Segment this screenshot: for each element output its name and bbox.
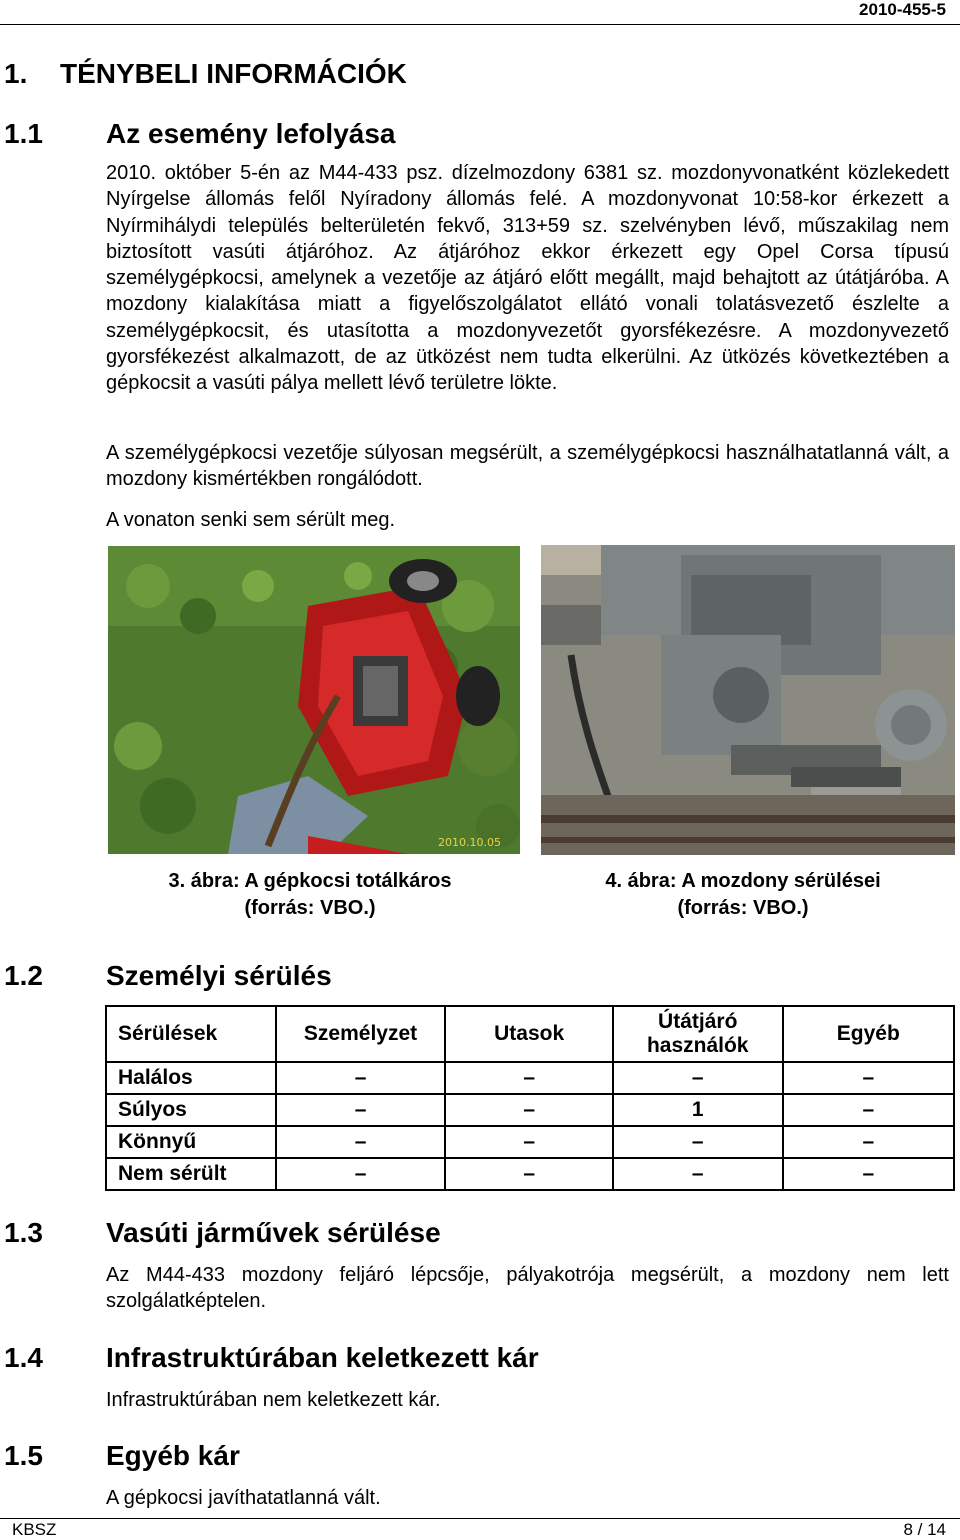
photo-date-stamp: 2010.10.05: [438, 836, 501, 849]
table-cell: –: [276, 1158, 446, 1190]
table-row: [106, 1094, 954, 1126]
table-cell: –: [445, 1062, 612, 1094]
table-cell: –: [445, 1158, 612, 1190]
vehicle-damage-paragraph: Az M44-433 mozdony feljáró lépcsője, pályakotrója megsérült, a mozdony nem lett szolgálatképtelen.: [106, 1264, 949, 1313]
infrastructure-damage-paragraph: Infrastruktúrában nem keletkezett kár.: [106, 1389, 441, 1411]
table-cell: –: [445, 1094, 612, 1126]
table-cell: –: [445, 1126, 612, 1158]
car-wreck-photo: [108, 546, 520, 854]
table-cell: –: [613, 1126, 783, 1158]
table-cell: –: [613, 1062, 783, 1094]
figure-3-title: 3. ábra: A gépkocsi totálkáros: [168, 870, 452, 892]
locomotive-damage-photo: [541, 545, 955, 855]
event-description-paragraph: 2010. október 5-én az M44-433 psz. dízelmozdony 6381 sz. mozdonyvonatként közlekedett Nyírgelse állomás felől Nyíradony állomás felé. A mozdonyvonat 10:58-kor érkezett a Nyírmihálydi település belterületén fekvő, 313+59 sz. szelvényben lévő, műszakilag nem biztosított vasúti átjáróhoz. Az átjáróhoz ekkor érkezett egy Opel Corsa típusú személygépkocsi, amelynek a vezetője az átjáró előtt megállt, majd behajtott az útátjáróba. A mozdony kialakítása miatt a figyelőszolgálatot ellátó vonali tolatásvezető észlelte a személygépkocsit, és utasította a mozdonyvezetőt gyorsfékezésre. A mozdonyvezető gyorsfékezést alkalmazott, de az ütközést nem tudta elkerülni. Az ütközés következtében a gépkocsit a vasúti pálya mellett lévő területre lökte.: [106, 162, 949, 395]
table-row: [106, 1126, 954, 1158]
row-label: Halálos: [106, 1062, 276, 1094]
section-1-heading: [4, 58, 407, 90]
column-header: Személyzet: [276, 1006, 446, 1062]
table-cell: –: [276, 1062, 446, 1094]
column-header: Egyéb: [783, 1006, 954, 1062]
locomotive-image: [541, 545, 955, 855]
section-number: 1.5: [4, 1440, 43, 1471]
column-header: Sérülések: [106, 1006, 276, 1062]
row-label: Könnyű: [106, 1126, 276, 1158]
footer-rule: [0, 1518, 960, 1519]
car-wreck-image: [108, 546, 520, 854]
figure-3-caption: [120, 868, 500, 922]
figure-3-source: (forrás: VBO.): [244, 897, 376, 919]
section-title: Személyi sérülés: [106, 960, 332, 991]
section-number: 1.4: [4, 1342, 43, 1373]
section-number: 1.: [4, 58, 28, 89]
section-title: Infrastruktúrában keletkezett kár: [106, 1342, 539, 1373]
column-header: Útátjáró használók: [613, 1006, 783, 1062]
train-passengers-paragraph: A vonaton senki sem sérült meg.: [106, 509, 396, 531]
row-label: Súlyos: [106, 1094, 276, 1126]
figure-4-caption: [553, 868, 933, 922]
table-cell: –: [783, 1126, 954, 1158]
table-cell: –: [276, 1126, 446, 1158]
injury-table: [105, 1005, 955, 1191]
table-row: [106, 1062, 954, 1094]
page-number: 8 / 14: [903, 1520, 946, 1539]
footer-organization: KBSZ: [12, 1520, 57, 1539]
table-cell: –: [783, 1094, 954, 1126]
table-cell: –: [783, 1062, 954, 1094]
other-damage-paragraph: A gépkocsi javíthatatlanná vált.: [106, 1487, 381, 1509]
document-id: 2010-455-5: [859, 0, 946, 19]
section-title: Vasúti járművek sérülése: [106, 1217, 441, 1248]
table-cell: –: [613, 1158, 783, 1190]
figure-4-source: (forrás: VBO.): [677, 897, 809, 919]
section-number: 1.3: [4, 1217, 43, 1248]
table-cell: –: [276, 1094, 446, 1126]
section-title: TÉNYBELI INFORMÁCIÓK: [60, 58, 407, 89]
header-rule: [0, 24, 960, 25]
table-header-row: [106, 1006, 954, 1062]
section-title: Az esemény lefolyása: [106, 118, 396, 149]
table-cell: 1: [613, 1094, 783, 1126]
table-row: [106, 1158, 954, 1190]
column-header: Utasok: [445, 1006, 612, 1062]
row-label: Nem sérült: [106, 1158, 276, 1190]
section-number: 1.1: [4, 118, 43, 149]
section-title: Egyéb kár: [106, 1440, 240, 1471]
table-cell: –: [783, 1158, 954, 1190]
section-number: 1.2: [4, 960, 43, 991]
figure-4-title: 4. ábra: A mozdony sérülései: [605, 870, 881, 892]
consequences-paragraph: A személygépkocsi vezetője súlyosan megsérült, a személygépkocsi használhatatlanná vált, a mozdony kismértékben rongálódott.: [106, 442, 949, 491]
